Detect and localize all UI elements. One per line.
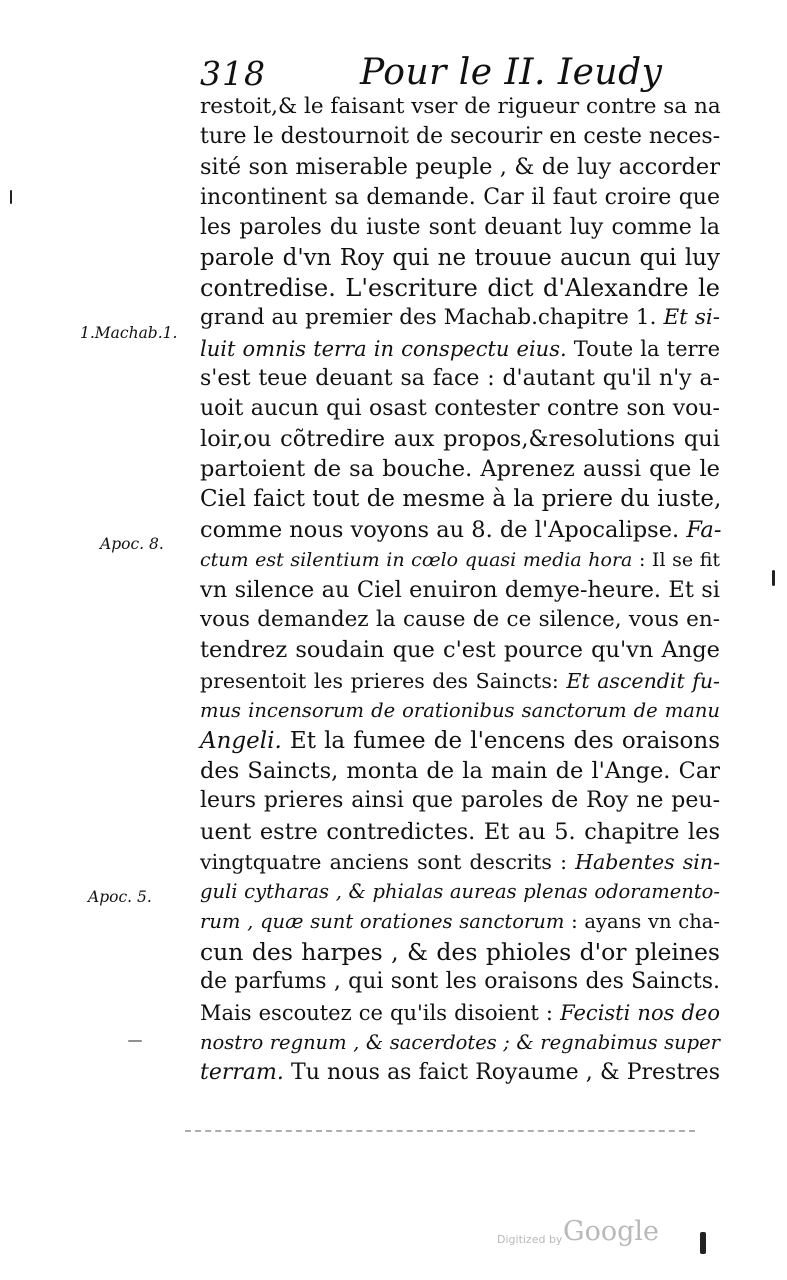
text-run: incontinent sa demande. Car il faut croire que [200, 184, 720, 210]
text-run: des Saincts, monta de la main de l'Ange. Car [200, 758, 720, 785]
text-run: de parfums , qui sont les oraisons des Saincts. [200, 969, 720, 995]
text-line [200, 786, 720, 816]
text-run: : Il se fit [632, 548, 720, 571]
text-line [200, 666, 720, 696]
body-text [200, 92, 720, 1088]
google-watermark [497, 1216, 727, 1256]
latin-quote: terram. [200, 1060, 284, 1085]
text-line [200, 1028, 720, 1058]
text-line [200, 454, 720, 484]
bottom-ornament-rule [185, 1130, 695, 1132]
text-line [200, 394, 720, 424]
text-line [200, 92, 720, 122]
text-line [200, 696, 720, 726]
latin-quote: guli cytharas , & phialas aureas plenas odoramento- [200, 879, 720, 903]
text-run: loir,ou cõtredire aux propos,&resolutions qui [200, 426, 720, 453]
text-line [200, 907, 720, 937]
watermark-digitized-label: Digitized by [497, 1233, 563, 1246]
text-run: Tu nous as faict Royaume , & Prestres [283, 1060, 720, 1085]
text-run: partoient de sa bouche. Aprenez aussi que le [200, 456, 720, 483]
text-line [200, 967, 720, 997]
text-line [200, 877, 720, 907]
page-number: 318 [200, 54, 266, 93]
text-run: vn silence au Ciel enuiron demye-heure. Et si [200, 577, 720, 603]
text-run: parole d'vn Roy qui ne trouue aucun qui luy [200, 244, 720, 271]
scan-mark [10, 190, 12, 204]
text-line [200, 152, 720, 182]
latin-quote: mus incensorum de orationibus sanctorum de manu [200, 698, 720, 722]
text-line [200, 635, 720, 665]
text-line [200, 605, 720, 635]
text-run: uent estre contredictes. Et au 5. chapitre les [200, 818, 720, 845]
text-line [200, 515, 720, 545]
text-run: leurs prieres ainsi que paroles de Roy ne peu- [200, 788, 720, 814]
google-logo: Google [563, 1216, 659, 1247]
scan-mark [772, 570, 775, 586]
text-line [200, 364, 720, 394]
text-line [200, 545, 720, 575]
text-line [200, 817, 720, 847]
text-run: ture le destournoit de secourir en ceste neces- [200, 124, 721, 150]
latin-quote: Habentes sin- [575, 849, 720, 874]
text-line [200, 756, 720, 786]
text-run: uoit aucun qui osast contester contre son vou- [200, 395, 720, 421]
text-run: sité son miserable peuple , & de luy accorder [200, 154, 720, 181]
text-line [200, 937, 720, 967]
text-line [200, 334, 720, 364]
text-line [200, 575, 720, 605]
latin-quote: rum , quæ sunt orationes sanctorum [200, 910, 565, 934]
latin-quote: Angeli. [200, 727, 282, 754]
text-line [200, 183, 720, 213]
text-run: Et la fumee de l'encens des oraisons [281, 727, 720, 754]
text-line [200, 243, 720, 273]
latin-quote: Et ascendit fu- [566, 668, 720, 693]
scan-mark [128, 1040, 142, 1042]
latin-quote: Et si- [663, 305, 721, 331]
text-run: restoit,& le faisant vser de rigueur contre sa na [200, 94, 721, 119]
text-run: comme nous voyons au 8. de l'Apocalipse. [200, 516, 687, 543]
latin-quote: luit omnis terra in conspectu eius. [200, 336, 567, 361]
text-run: grand au premier des Machab.chapitre 1. [200, 305, 664, 331]
text-run: Mais escoutez ce qu'ils disoient : [200, 1000, 561, 1025]
text-run: vous demandez la cause de ce silence, vous en- [200, 607, 720, 633]
latin-quote: nostro regnum , & sacerdotes ; & regnabimus super [200, 1030, 720, 1054]
margin-note-apoc-5: Apoc. 5. [88, 888, 152, 906]
latin-quote: ctum est silentium in cœlo quasi media hora [200, 548, 633, 571]
text-run: vingtquatre anciens sont descrits : [200, 849, 576, 874]
text-line [200, 726, 720, 756]
text-line [200, 122, 720, 152]
text-line [200, 213, 720, 243]
text-run: Ciel faict tout de mesme à la priere du iuste, [200, 486, 722, 513]
latin-quote: Fecisti nos deo [560, 1000, 720, 1025]
text-run: : ayans vn cha- [564, 910, 721, 934]
text-line [200, 847, 720, 877]
margin-note-machab: 1.Machab.1. [80, 324, 178, 342]
text-line [200, 303, 720, 333]
text-run: presentoit les prieres des Saincts: [200, 668, 567, 693]
margin-note-apoc-8: Apoc. 8. [100, 535, 164, 553]
text-run: Toute la terre [566, 336, 721, 361]
text-line [200, 998, 720, 1028]
running-head: Pour le II. Ieudy [360, 52, 663, 93]
text-line [200, 273, 720, 303]
text-line [200, 484, 720, 514]
latin-quote: Fa- [686, 516, 722, 543]
text-run: tendrez soudain que c'est pource qu'vn Ange [200, 637, 720, 664]
text-line [200, 424, 720, 454]
text-run: contredise. L'escriture dict d'Alexandre le [200, 274, 720, 303]
text-line [200, 1058, 720, 1088]
text-run: cun des harpes , & des phioles d'or pleines [200, 938, 720, 967]
text-run: les paroles du iuste sont deuant luy comme la [200, 214, 720, 240]
text-run: s'est teue deuant sa face : d'autant qu'il n'y a- [200, 365, 720, 391]
